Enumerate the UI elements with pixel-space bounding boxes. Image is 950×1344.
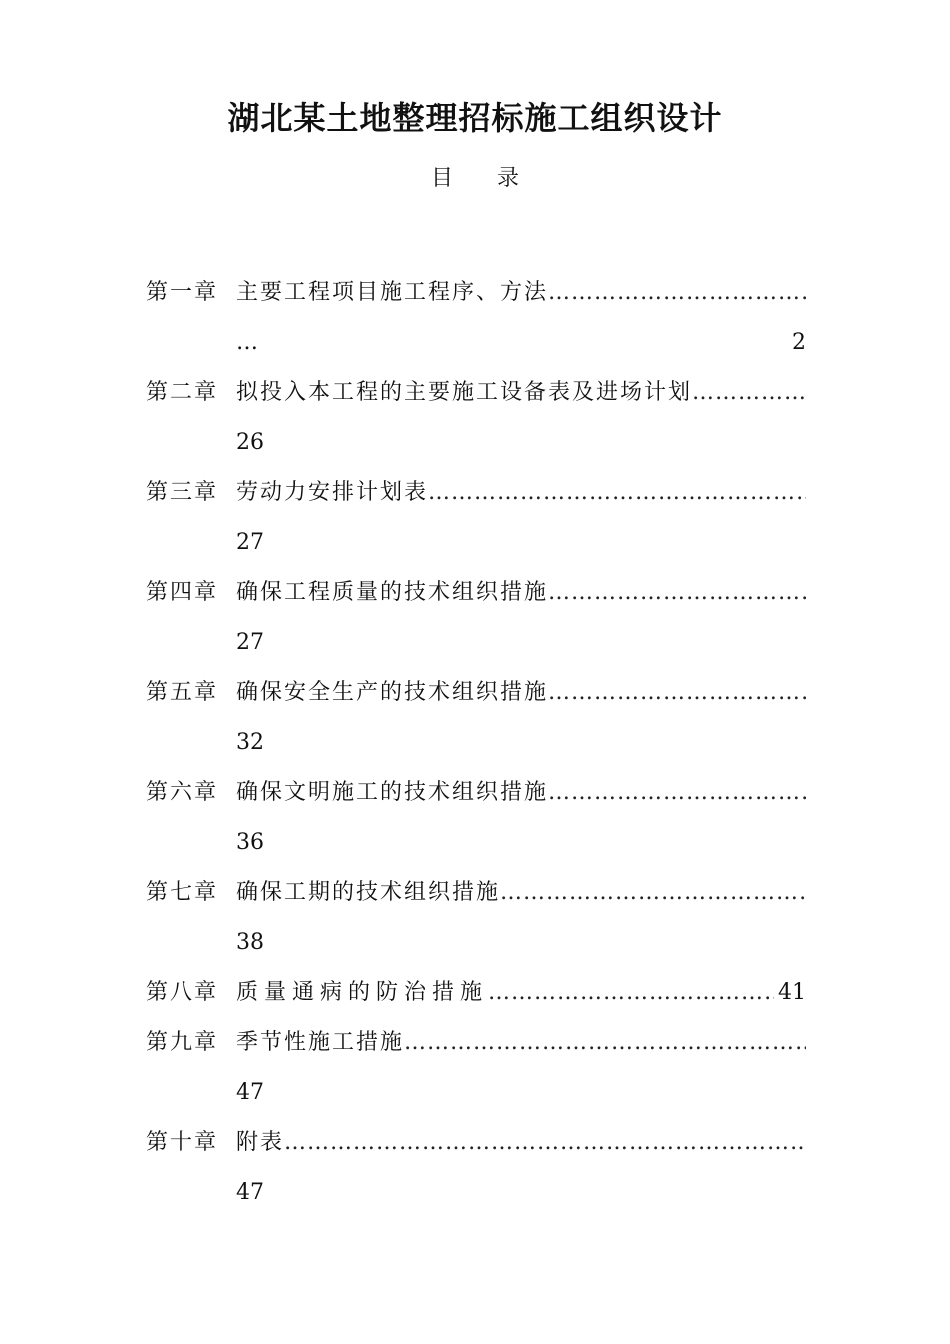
- toc-leader-dots: [284, 1118, 806, 1168]
- toc-page-number: 26: [236, 430, 264, 455]
- toc-entry-continuation: [146, 1068, 806, 1118]
- toc-entry-continuation: [146, 418, 806, 468]
- toc-entry-continuation: [146, 618, 806, 668]
- toc-chapter-title: 质量通病的防治措施: [236, 980, 489, 1005]
- toc-heading: [0, 164, 950, 194]
- toc-chapter-title: 拟投入本工程的主要施工设备表及进场计划: [236, 380, 693, 405]
- toc-entry[interactable]: [146, 868, 806, 918]
- toc-chapter-number: 第十章: [146, 1130, 219, 1155]
- toc-entry-continuation: [146, 918, 806, 968]
- toc-leader-dots: [548, 268, 806, 318]
- toc-leader-dots: [548, 668, 806, 718]
- toc-chapter-title: 季节性施工措施: [236, 1030, 405, 1055]
- toc-entry-continuation: [146, 318, 806, 368]
- toc-page-number: 47: [236, 1080, 264, 1105]
- toc-entry[interactable]: [146, 368, 806, 418]
- toc-page-number: 32: [236, 730, 264, 755]
- toc-leader-dots: [548, 768, 806, 818]
- page-title: 湖北某土地整理招标施工组织设计: [227, 99, 723, 137]
- toc-chapter-title: 确保工程质量的技术组织措施: [236, 580, 549, 605]
- toc-chapter-number: 第七章: [146, 880, 219, 905]
- toc-page-number: 36: [236, 830, 264, 855]
- toc-page-number: 27: [236, 530, 264, 555]
- toc-entry-continuation: [146, 1168, 806, 1218]
- toc-leader-dots: …: [236, 330, 258, 355]
- toc-chapter-title: 确保工期的技术组织措施: [236, 880, 501, 905]
- toc-leader-dots: [692, 368, 806, 418]
- toc-page-number: 41: [778, 980, 806, 1005]
- toc-heading-left: 目: [430, 166, 453, 191]
- toc-chapter-number: 第六章: [146, 780, 219, 805]
- toc-entry[interactable]: [146, 1018, 806, 1068]
- table-of-contents: [146, 268, 806, 1218]
- toc-page-number: 47: [236, 1180, 264, 1205]
- toc-chapter-number: 第四章: [146, 580, 219, 605]
- toc-leader-dots: [404, 1018, 806, 1068]
- toc-entry[interactable]: [146, 768, 806, 818]
- toc-chapter-number: 第五章: [146, 680, 219, 705]
- toc-chapter-title: 劳动力安排计划表: [236, 480, 429, 505]
- toc-chapter-title: 确保文明施工的技术组织措施: [236, 780, 549, 805]
- toc-chapter-number: 第三章: [146, 480, 219, 505]
- toc-leader-dots: [548, 568, 806, 618]
- toc-page-number: 2: [792, 330, 806, 355]
- toc-chapter-title: 确保安全生产的技术组织措施: [236, 680, 549, 705]
- toc-entry-continuation: [146, 718, 806, 768]
- toc-entry[interactable]: [146, 568, 806, 618]
- toc-heading-right: 录: [497, 166, 520, 191]
- toc-chapter-title: 主要工程项目施工程序、方法: [236, 280, 549, 305]
- toc-leader-dots: [428, 468, 806, 518]
- toc-chapter-number: 第八章: [146, 980, 219, 1005]
- toc-entry[interactable]: [146, 968, 806, 1018]
- toc-entry[interactable]: [146, 1118, 806, 1168]
- toc-chapter-number: 第二章: [146, 380, 219, 405]
- toc-chapter-number: 第一章: [146, 280, 219, 305]
- toc-entry-continuation: [146, 518, 806, 568]
- toc-chapter-title: 附表: [236, 1130, 285, 1155]
- toc-entry-continuation: [146, 818, 806, 868]
- toc-entry[interactable]: [146, 668, 806, 718]
- toc-entry[interactable]: [146, 468, 806, 518]
- toc-leader-dots: [500, 868, 806, 918]
- toc-entry[interactable]: [146, 268, 806, 318]
- toc-chapter-number: 第九章: [146, 1030, 219, 1055]
- toc-page-number: 38: [236, 930, 264, 955]
- toc-leader-dots: [488, 968, 774, 1018]
- toc-page-number: 27: [236, 630, 264, 655]
